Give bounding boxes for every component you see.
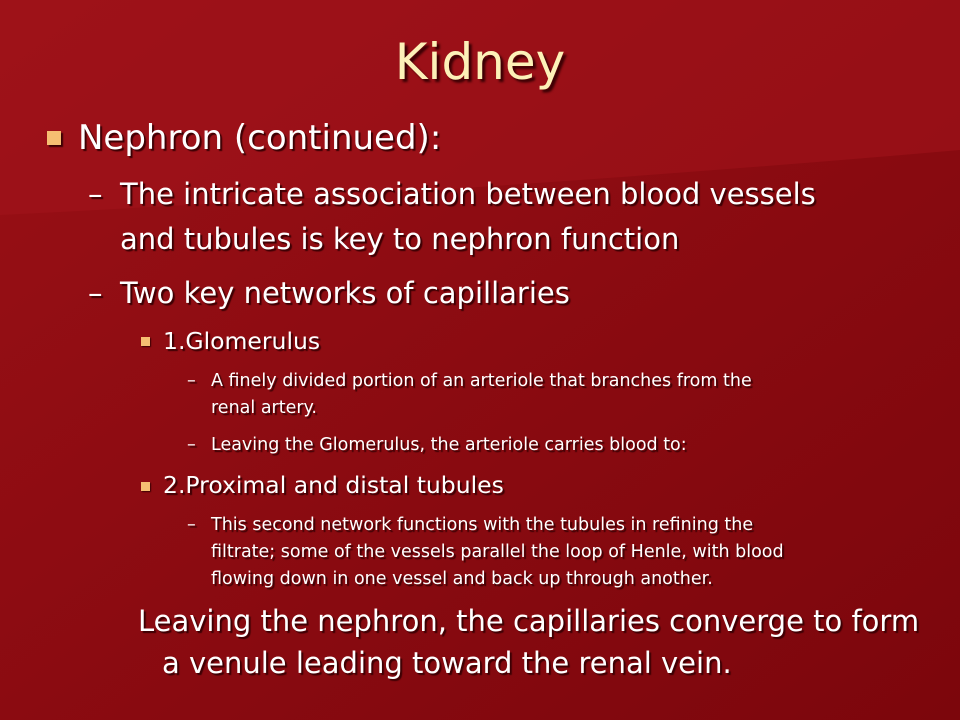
dash-icon: –: [88, 276, 103, 310]
slide-title: Kidney: [394, 33, 566, 91]
conclusion-line-2: a venule leading toward the renal vein.: [162, 646, 732, 680]
tubules-point-line-1: This second network functions with the tubules in refining the: [211, 515, 754, 535]
subpoint-association-line-2: and tubules is key to nephron function: [120, 222, 680, 256]
square-bullet-icon: [47, 131, 61, 145]
bullet-nephron-continued: Nephron (continued):: [78, 118, 442, 158]
tubules-point-line-2: filtrate; some of the vessels parallel the loop of Henle, with blood: [211, 542, 784, 562]
dash-icon: –: [187, 515, 196, 535]
conclusion-line-1: Leaving the nephron, the capillaries converge to form: [138, 604, 920, 638]
square-bullet-icon: [141, 482, 150, 491]
subpoint-association-line-1: The intricate association between blood vessels: [120, 177, 816, 211]
glomerulus-point-1-line-1: A finely divided portion of an arteriole that branches from the: [211, 371, 752, 391]
heading-tubules: 2.Proximal and distal tubules: [163, 471, 504, 499]
glomerulus-point-2: Leaving the Glomerulus, the arteriole carries blood to:: [211, 435, 687, 455]
subpoint-two-networks: Two key networks of capillaries: [120, 276, 570, 310]
dash-icon: –: [88, 177, 103, 211]
square-bullet-icon: [141, 337, 150, 346]
dash-icon: –: [187, 371, 196, 391]
glomerulus-point-1-line-2: renal artery.: [211, 398, 317, 418]
dash-icon: –: [187, 435, 196, 455]
heading-glomerulus: 1.Glomerulus: [163, 327, 321, 355]
tubules-point-line-3: flowing down in one vessel and back up through another.: [211, 569, 713, 589]
